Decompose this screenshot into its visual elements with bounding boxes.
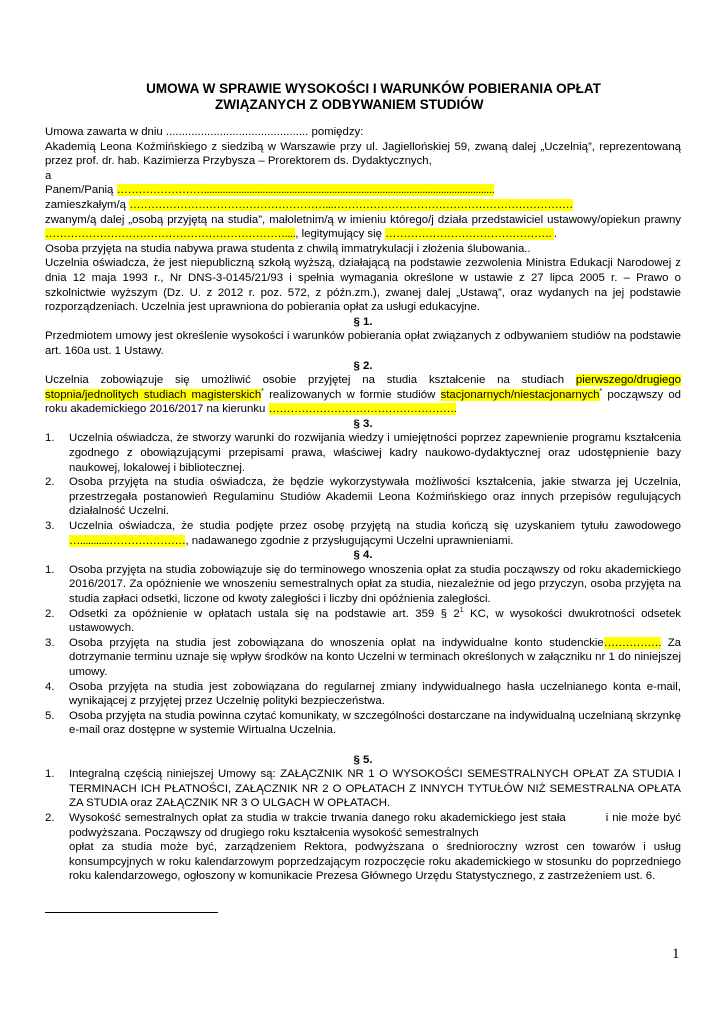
zwany-text: zwanym/ą dalej „osobą przyjętą na studia”, małoletnim/ą w imieniu którego/j działa przedstawiciel ustawowy/opiekun prawny [45,213,681,226]
item-number: 2. [45,607,55,620]
zam-label: zamieszkałym/ą [45,198,130,211]
section-5-list [45,767,681,884]
list-item [45,607,681,636]
item-text: Integralną częścią niniejszej Umowy są: ZAŁĄCZNIK NR 1 O WYSOKOŚCI SEMESTRALNYCH OPŁAT ZA STUDIA I TERMINACH ICH PŁATNOŚCI, ZAŁĄCZNIK NR 2 O OPŁATACH Z INNYCH TYTUŁÓW NIŻ SEMESTRALNA OPŁATA ZA STUDIA oraz ZAŁĄCZNIK NR 3 O ULGACH W OPŁATACH. [69,768,681,810]
item-number: 1. [45,768,55,781]
section-1-heading: § 1. [353,315,373,328]
item-text: Osoba przyjęta na studia zobowiązuje się do terminowego wnoszenia opłat za studia począwszy od roku akademickiego 2016/2017. Za opóźnienie we wnoszeniu semestralnych opłat za studia, niezależnie od jego przyczyn, osoba przyjęta na studia zapłaci odsetki, liczone od kwoty zaległości i liczby dni opóźnienia zaległości. [69,563,681,605]
item-text: Uczelnia oświadcza, że stworzy warunki do rozwijania wiedzy i umiejętności poprzez zapewnienie programu kształcenia zgodnego z obowiązującymi przepisami prawa, właściwej kadry naukowo-dydaktycznej oraz udostępnienie bazy naukowej, lokalowej i bibliotecznej. [69,432,681,474]
s2-star-2: * [599,387,603,395]
item-text-c: opłat za studia może być, zarządzeniem Rektora, podwyższana o średnioroczny wzrost cen towarów i usług konsumpcyjnych w roku kalendarzowym poprzedzającym rozpoczęcie roku akademickiego w stosunku do poprzedniego roku kalendarzowego, ogłoszony w komunikacie Prezesa Głównego Urzędu Statystycznego, z zastrzeżeniem ust. 6. [69,841,681,883]
title-line-2: ZWIĄZANYCH Z ODBYWANIEM STUDIÓW [215,97,484,112]
study-level-field[interactable]: pierwszego/drugiego stopnia/jednolitych studiach magisterskich [45,374,681,401]
item-text: Uczelnia oświadcza, że studia podjęte przez osobę przyjętą na studia kończą się uzyskaniem tytułu zawodowego [69,520,681,533]
osoba-paragraph: Osoba przyjęta na studia nabywa prawa studenta z chwilą immatrykulacji i złożenia ślubowania.. [45,242,531,255]
intro-date-line: Umowa zawarta w dniu ............................................. pomiędzy: [45,126,364,138]
section-5-heading: § 5. [353,753,373,766]
item-number: 2. [45,476,55,489]
field-of-study-field[interactable]: ……………………………………………. [268,403,457,416]
list-item [45,563,681,607]
item-number: 1. [45,432,55,445]
list-item [45,680,681,709]
title-line-1: UMOWA W SPRAWIE WYSOKOŚCI I WARUNKÓW POBIERANIA OPŁAT [146,81,601,96]
zam-line [45,198,681,213]
s2-text-c: począwszy od roku akademickiego 2016/2017 na kierunku [45,388,681,416]
item-text-b: KC, w wysokości dwukrotności odsetek ustawowych. [69,607,681,635]
address-field[interactable]: ………………………………………………...………………………………………………………… [129,198,573,211]
list-item [45,709,681,738]
item-text: Osoba przyjęta na studia jest zobowiązana do wnoszenia opłat na indywidualne konto studenckie [69,636,604,649]
study-form-field[interactable]: stacjonarnych/niestacjonarnych [440,388,600,401]
list-item [45,431,681,475]
item-text: Odsetki za opóźnienie w opłatach ustala się na podstawie art. 359 § 2 [69,607,460,620]
pan-name-field[interactable]: ……………………............................................................................................................. [116,184,495,197]
item-number: 4. [45,680,55,693]
superscript: 1 [459,606,464,614]
pan-label: Panem/Panią [45,184,117,197]
section-4-list [45,563,681,738]
list-item [45,811,681,884]
bank-account-field[interactable]: ……………. [603,636,661,649]
spacer [45,738,681,753]
list-item [45,767,681,811]
list-item [45,636,681,680]
contract-body [45,125,681,884]
list-item [45,519,681,548]
section-3-heading: § 3. [353,417,373,430]
guardian-field[interactable]: ………………………………………………………….... [45,228,296,241]
intro-a: a [45,169,52,182]
item-number: 2. [45,811,55,824]
zwany-paragraph [45,213,681,242]
s2-text-a: Uczelnia zobowiązuje się umożliwić osobie przyjętej na studia kształcenie na studiach [45,374,576,387]
section-1-text: Przedmiotem umowy jest określenie wysokości i warunków pobierania opłat związanych z odbywaniem studiów na podstawie art. 160a ust. 1 Ustawy. [45,330,681,357]
id-document-field[interactable]: ………………………………………. [385,228,554,241]
zwany-text-3: . [553,228,558,241]
item-text: Osoba przyjęta na studia oświadcza, że będzie wykorzystywała możliwości kształcenia, jakie stwarza jej Uczelnia, przestrzegała postanowień Regulaminu Studiów Akademii Leona Koźmińskiego oraz innych przepisów regulujących działalność Uczelni. [69,476,681,518]
page-number: 1 [672,946,680,962]
intro-party-uczelnia: Akademią Leona Koźmińskiego z siedzibą w Warszawie przy ul. Jagiellońskiej 59, zwaną dalej „Uczelnią”, reprezentowaną przez prof. dr. hab. Kazimierza Przybysza – Prorektorem ds. Dydaktycznych, [45,140,681,168]
item-number: 3. [45,636,55,649]
section-2-heading: § 2. [353,359,373,372]
s2-star-1: * [261,387,264,395]
section-2-text [45,373,681,417]
pan-line [45,183,681,198]
item-number: 1. [45,563,55,576]
professional-title-field[interactable]: …...........………………… [69,534,186,547]
zwany-text-2: , legitymujący się [295,228,386,241]
uczelnia-paragraph: Uczelnia oświadcza, że jest niepubliczną szkołą wyższą, działającą na podstawie zezwolenia Ministra Edukacji Narodowej z dnia 12 maja 1993 r., Nr DNS-3-0145/21/93 i spełnia wymagania określone w ustawie z 27 lipca 2005 r. – Prawo o szkolnictwie wyższym (Dz. U. z 2012 r. poz. 572, z późn.zm.), zwanej dalej „Ustawą”, oraz wydanych na jej podstawie rozporządzeniach. Uczelnia jest uprawniona do pobierania opłat za usługi edukacyjne. [45,257,681,314]
item-text: Wysokość semestralnych opłat za studia w trakcie trwania danego roku akademickiego jest stała [69,811,566,824]
item-text-b: Za dotrzymanie terminu uznaje się wpływ środków na konto Uczelni w terminach określonych w załączniku nr 1 do niniejszej umowy. [69,636,681,678]
item-number: 5. [45,709,55,722]
item-text: Osoba przyjęta na studia jest zobowiązana do regularnej zmiany indywidualnego hasła uczelnianego konta e-mail, wynikającej z przyjętej przez Uczelnię polityki bezpieczeństwa. [69,680,681,708]
item-text-b: , nadawanego zgodnie z przysługującymi Uczelni uprawnieniami. [185,534,514,547]
footnote-rule [45,912,218,913]
s2-text-b: realizowanych w formie studiów [263,388,441,401]
item-number: 3. [45,520,55,533]
item-text-b: i nie może być podwyższana. Począwszy od drugiego roku kształcenia wysokość semestralnych [69,811,681,839]
section-4-heading: § 4. [353,549,373,562]
section-3-list [45,431,681,548]
list-item [45,475,681,519]
item-text: Osoba przyjęta na studia powinna czytać komunikaty, w szczególności dostarczane na indywidualną uczelnianą skrzynkę e-mail oraz dostępne w systemie Wirtualna Uczelnia. [69,709,681,737]
